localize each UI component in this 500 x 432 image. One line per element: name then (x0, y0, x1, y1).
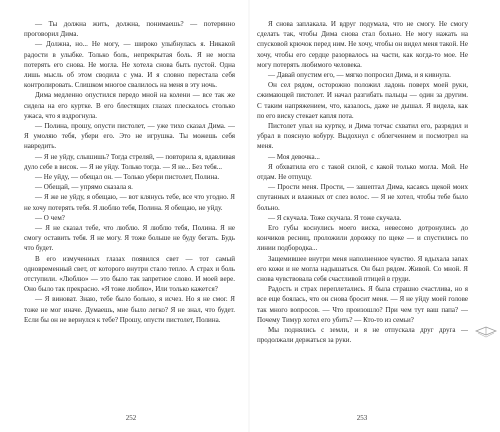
paragraph: — Давай опустим его, — мягко попросил Дима, и я кивнула. (268, 71, 451, 80)
page-number-left: 252 (125, 414, 137, 422)
paragraph: Он сел рядом, осторожно положил ладонь поверх моей руки, сжимающей пистолет. И начал разгибать пальцы — один за другим. С таким напряжением, что, казалось, даже не дышал. Я видела, как по его виску стекает капля пота. (257, 81, 468, 120)
paragraph: Мы поднялись с земли, и я не отпускала друг друга — продолжали держаться за руки. (257, 326, 468, 345)
paragraph: Я снова заплакала. И вдруг подумала, что не смогу. Не смогу сделать так, чтобы Дима снова стал больно. Не могу нажать на спусковой крючок перед ним. Не хочу, чтобы он видел меня такой. Не хочу, чтобы его сердце разорвалось на части, как когда-то мое. Не могу потерять любимого человека. (257, 20, 468, 69)
left-page-text (24, 19, 235, 325)
paragraph: Радость и страх переплетались. Я была страшно счастлива, но я все еще боялась, что он снова бросит меня. — Я не уйду моей голове так много вопросов. — Что произошло? При чем тут ваш папа? — Почему Тимур хотел его убить? — Кто-то из семьи? (257, 285, 468, 324)
page-number-right: 253 (356, 414, 368, 422)
left-page (24, 19, 235, 411)
paragraph: — Я виноват. Знаю, тебе было больно, я исчез. Но я не смог. Я тоже не мог иначе. Думаешь, мне было легко? Я не знал, что будет. Если бы он не вернулся к тебе? Прошу, опусти пистолет, Полина. (24, 295, 235, 324)
paragraph: Дима медленно опустился передо мной на колени — все так же сидела на его куртке. В его блестящих глазах плескалось столько ужаса, что я вздрогнула. (24, 91, 235, 120)
paragraph: — Я скучала. Тоже скучала. Я тоже скучала. (268, 213, 402, 222)
paragraph: Пистолет упал на куртку, и Дима тотчас схватил его, разрядил и убрал в поясную кобуру. Выдохнул с облегчением и посмотрел на меня. (257, 122, 468, 151)
paragraph: — Я же не уйду, я обещаю, — вот клянусь тебе, все что угодно. Я не хочу потерять тебя. Я люблю тебя, Полина. Я обещаю, не уйду. (24, 193, 235, 212)
right-page-text (257, 19, 468, 346)
paragraph: — Прости меня. Прости, — зашептал Дима, касаясь щекой моих спутанных и влажных от слез волос. — Я не хотел, чтобы тебе было больно. (257, 183, 468, 212)
paragraph: — Моя девочка... (268, 152, 320, 161)
paragraph: — Полина, прошу, опусти пистолет, — уже тихо сказал Дима. — Я умоляю тебя, убери его. Это не игрушка. Ты можешь себя навредить. (24, 122, 235, 151)
paragraph: Защемившее внутри меня наполненное чувство. Я вдыхала запах его кожи и не могла надышаться. Он был рядом. Живой. Со мной. Я снова чувствовала себя счастливой птицей в груди. (257, 254, 468, 284)
right-page (257, 19, 468, 411)
paragraph: — Обещай, — упрямо сказала я. (35, 183, 133, 192)
paragraph: — Не уйду, — обещал он. — Только убери пистолет, Полина. (35, 173, 220, 182)
page-gutter (248, 0, 250, 432)
paragraph: Его губы коснулись моего виска, невесомо дотронулись до кончиков ресниц, проложили дорожку по щеке — и спустились по линии подбородка... (257, 224, 468, 253)
paragraph: В его измученных глазах появился свет — тот самый одновременный свет, от которого внутри стало тепло. А страх и боль отступили. «Люблю» — это было так запретное слово. И моей вере. Оно было так прекрасно. «Я тоже люблю», Или только кажется? (24, 254, 235, 294)
paragraph: — Я не сказал тебе, что люблю. Я люблю тебя, Полина. Я не смогу оставить тебя. Я не могу. Я тоже больше не буду бегать. Будь что будет. (24, 224, 235, 253)
paragraph: Я обхватила его с такой силой, с какой только могла. Мой. Не отдам. Не отпущу. (257, 162, 468, 182)
paragraph: — О чем? (35, 213, 65, 222)
paragraph: — Я не уйду, слышишь? Тогда стреляй, — повторила я, вдавливая дуло себе в висок. — Я не уйду. Только тогда. — Я не... Без тебя... (24, 152, 235, 171)
open-book-icon (475, 324, 497, 343)
paragraph: — Должна, но... Не могу, — широко улыбнулась я. Никакой радости в улыбке. Только боль, непрекрытая боль. Я не могла потерять его снова. Не могла. Не хотела снова быть пустой. Одна лишь мысль об этом сводила с ума. И я словно перестала себя контролировать. Слишком многое свалилось на меня в эту ночь. (24, 40, 235, 90)
paragraph: — Ты должна жить, должна, понимаешь? — потерянно проговорил Дима. (24, 20, 235, 39)
